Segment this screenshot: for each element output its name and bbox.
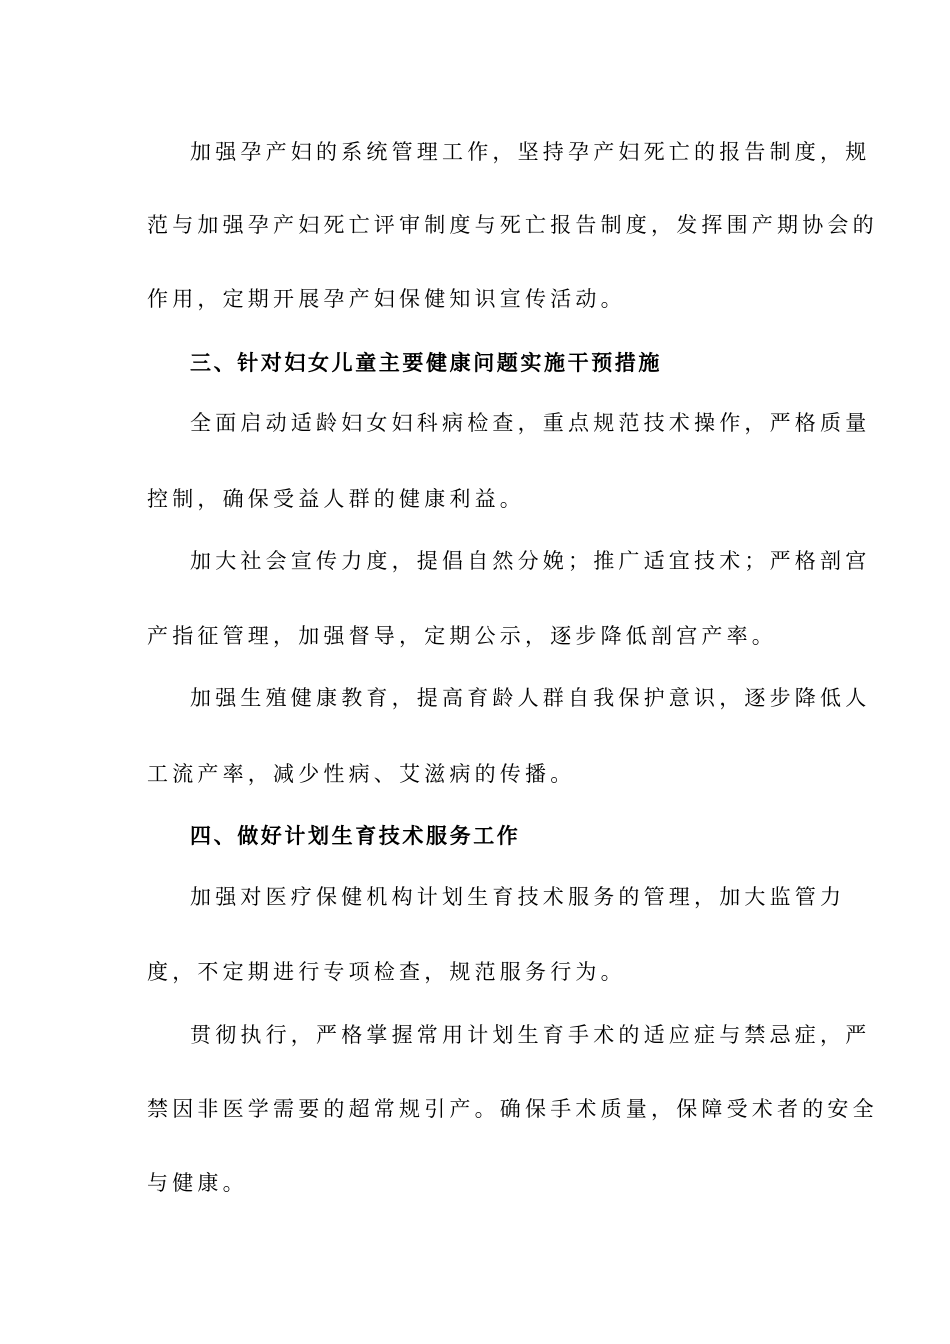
paragraph-6-line-1: 贯彻执行，严格掌握常用计划生育手术的适应症与禁忌症，严 — [190, 1023, 871, 1047]
paragraph-4-line-2: 工流产率，减少性病、艾滋病的传播。 — [147, 762, 576, 786]
paragraph-1-line-1: 加强孕产妇的系统管理工作，坚持孕产妇死亡的报告制度，规 — [190, 140, 871, 164]
paragraph-6-line-3: 与健康。 — [147, 1171, 248, 1195]
paragraph-5-line-1: 加强对医疗保健机构计划生育技术服务的管理，加大监管力 — [190, 885, 846, 909]
paragraph-1-line-3: 作用，定期开展孕产妇保健知识宣传活动。 — [147, 287, 626, 311]
paragraph-3-line-2: 产指征管理，加强督导，定期公示，逐步降低剖宫产率。 — [147, 624, 777, 648]
paragraph-6-line-2: 禁因非医学需要的超常规引产。确保手术质量，保障受术者的安全 — [147, 1097, 878, 1121]
paragraph-3-line-1: 加大社会宣传力度，提倡自然分娩；推广适宜技术；严格剖宫 — [190, 549, 871, 573]
section-heading-3: 三、针对妇女儿童主要健康问题实施干预措施 — [190, 351, 662, 375]
paragraph-1-line-2: 范与加强孕产妇死亡评审制度与死亡报告制度，发挥围产期协会的 — [147, 213, 878, 237]
paragraph-5-line-2: 度，不定期进行专项检查，规范服务行为。 — [147, 960, 626, 984]
section-heading-4: 四、做好计划生育技术服务工作 — [190, 824, 521, 848]
paragraph-2-line-2: 控制，确保受益人群的健康利益。 — [147, 487, 525, 511]
paragraph-2-line-1: 全面启动适龄妇女妇科病检查，重点规范技术操作，严格质量 — [190, 411, 871, 435]
paragraph-4-line-1: 加强生殖健康教育，提高育龄人群自我保护意识，逐步降低人 — [190, 686, 871, 710]
